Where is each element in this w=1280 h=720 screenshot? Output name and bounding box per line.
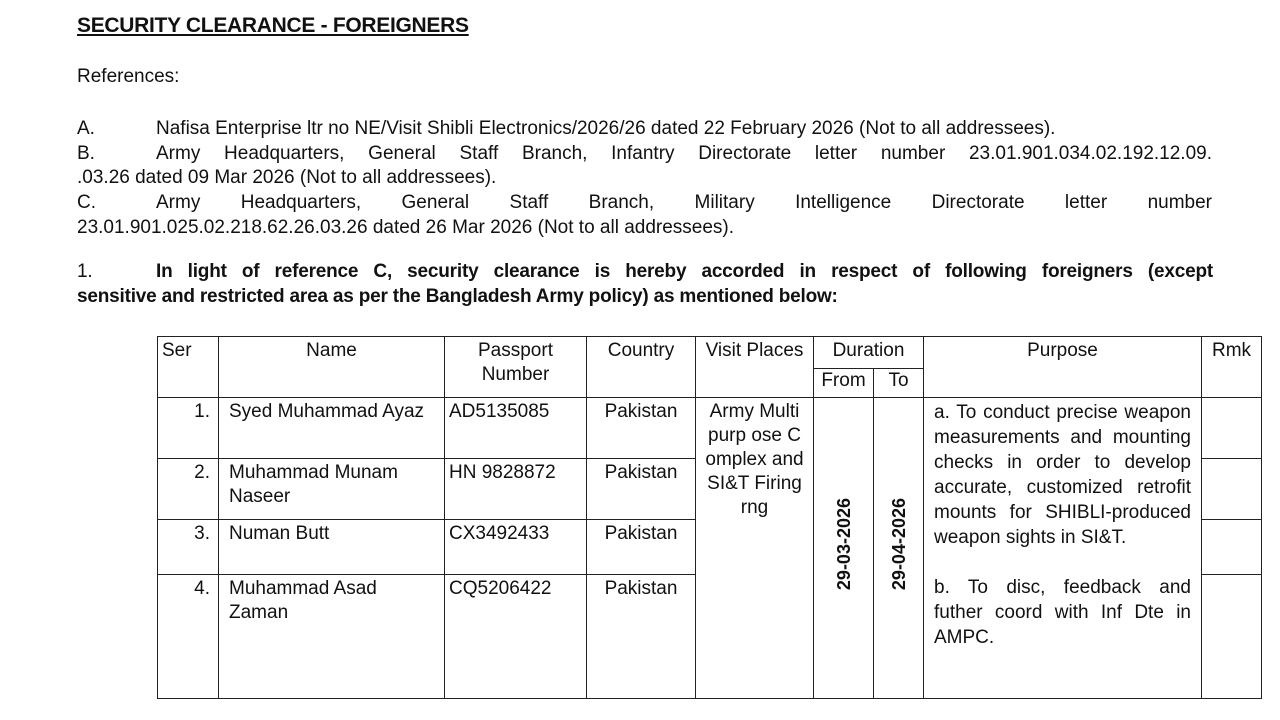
header-purpose: Purpose xyxy=(924,337,1202,398)
reference-a xyxy=(77,118,1055,140)
row-name: Muhammad Asad Zaman xyxy=(219,575,445,699)
purpose-b: b. To disc, feedback and futher coord with Inf Dte in AMPC. xyxy=(934,577,1191,648)
reference-b-text-line1: Army Headquarters, General Staff Branch, Infantry Directorate letter number 23.01.901.034.02.192.12.09. xyxy=(156,143,1212,164)
header-country: Country xyxy=(587,337,696,398)
reference-b-label: B. xyxy=(77,143,95,164)
table-header-row xyxy=(158,337,1262,369)
row-country: Pakistan xyxy=(587,398,696,459)
to-date-cell xyxy=(874,398,924,699)
reference-b-continued: .03.26 dated 09 Mar 2026 (Not to all addressees). xyxy=(77,167,497,188)
row-rmk xyxy=(1202,398,1262,459)
from-date-cell xyxy=(814,398,874,699)
header-ser: Ser xyxy=(158,337,219,398)
purpose-cell xyxy=(924,398,1202,699)
row-name: Muhammad Munam Naseer xyxy=(219,459,445,520)
row-passport: HN 9828872 xyxy=(445,459,587,520)
purpose-a: a. To conduct precise weapon measurements and mounting checks in order to develop accurate, customized retrofit mounts for SHIBLI-produced weapon sights in SI&T. xyxy=(934,402,1191,548)
reference-c-text-line1: Army Headquarters, General Staff Branch, Military Intelligence Directorate letter number xyxy=(156,192,1212,213)
reference-c-label: C. xyxy=(77,192,96,213)
row-ser: 1. xyxy=(158,398,219,459)
references-label: References: xyxy=(77,66,180,87)
header-rmk: Rmk xyxy=(1202,337,1262,398)
row-name: Numan Butt xyxy=(219,520,445,575)
reference-c xyxy=(77,192,1212,214)
foreigners-table xyxy=(157,336,1262,699)
paragraph-1-label: 1. xyxy=(77,261,93,282)
header-to: To xyxy=(874,369,924,398)
row-passport: CX3492433 xyxy=(445,520,587,575)
reference-a-label: A. xyxy=(77,118,95,139)
document-title: SECURITY CLEARANCE - FOREIGNERS xyxy=(77,14,469,37)
paragraph-1-line1: In light of reference C, security clearance is hereby accorded in respect of following foreigners (except xyxy=(156,261,1213,282)
row-country: Pakistan xyxy=(587,575,696,699)
visit-places-text: Army Multipurp ose Complex and SI&T Firing rng xyxy=(705,401,804,518)
header-duration: Duration xyxy=(814,337,924,369)
paragraph-1-line2: sensitive and restricted area as per the Bangladesh Army policy) as mentioned below: xyxy=(77,286,838,307)
row-passport: CQ5206422 xyxy=(445,575,587,699)
row-rmk xyxy=(1202,520,1262,575)
row-ser: 3. xyxy=(158,520,219,575)
paragraph-1 xyxy=(77,261,1213,283)
reference-c-continued: 23.01.901.025.02.218.62.26.03.26 dated 26 Mar 2026 (Not to all addressees). xyxy=(77,217,735,238)
row-rmk xyxy=(1202,459,1262,520)
row-name: Syed Muhammad Ayaz xyxy=(219,398,445,459)
header-from: From xyxy=(814,369,874,398)
to-date: 29-04-2026 xyxy=(888,498,909,591)
from-date: 29-03-2026 xyxy=(833,498,854,591)
header-visit-places: Visit Places xyxy=(696,337,814,398)
header-name: Name xyxy=(219,337,445,398)
table-row xyxy=(158,398,1262,459)
reference-a-text: Nafisa Enterprise ltr no NE/Visit Shibli Electronics/2026/26 dated 22 February 2026 (Not to all addressees). xyxy=(156,118,1056,139)
header-passport: Passport Number xyxy=(445,337,587,398)
row-ser: 2. xyxy=(158,459,219,520)
row-country: Pakistan xyxy=(587,459,696,520)
row-rmk xyxy=(1202,575,1262,699)
row-ser: 4. xyxy=(158,575,219,699)
row-country: Pakistan xyxy=(587,520,696,575)
visit-places-cell xyxy=(696,398,814,699)
reference-b xyxy=(77,143,1212,165)
row-passport: AD5135085 xyxy=(445,398,587,459)
